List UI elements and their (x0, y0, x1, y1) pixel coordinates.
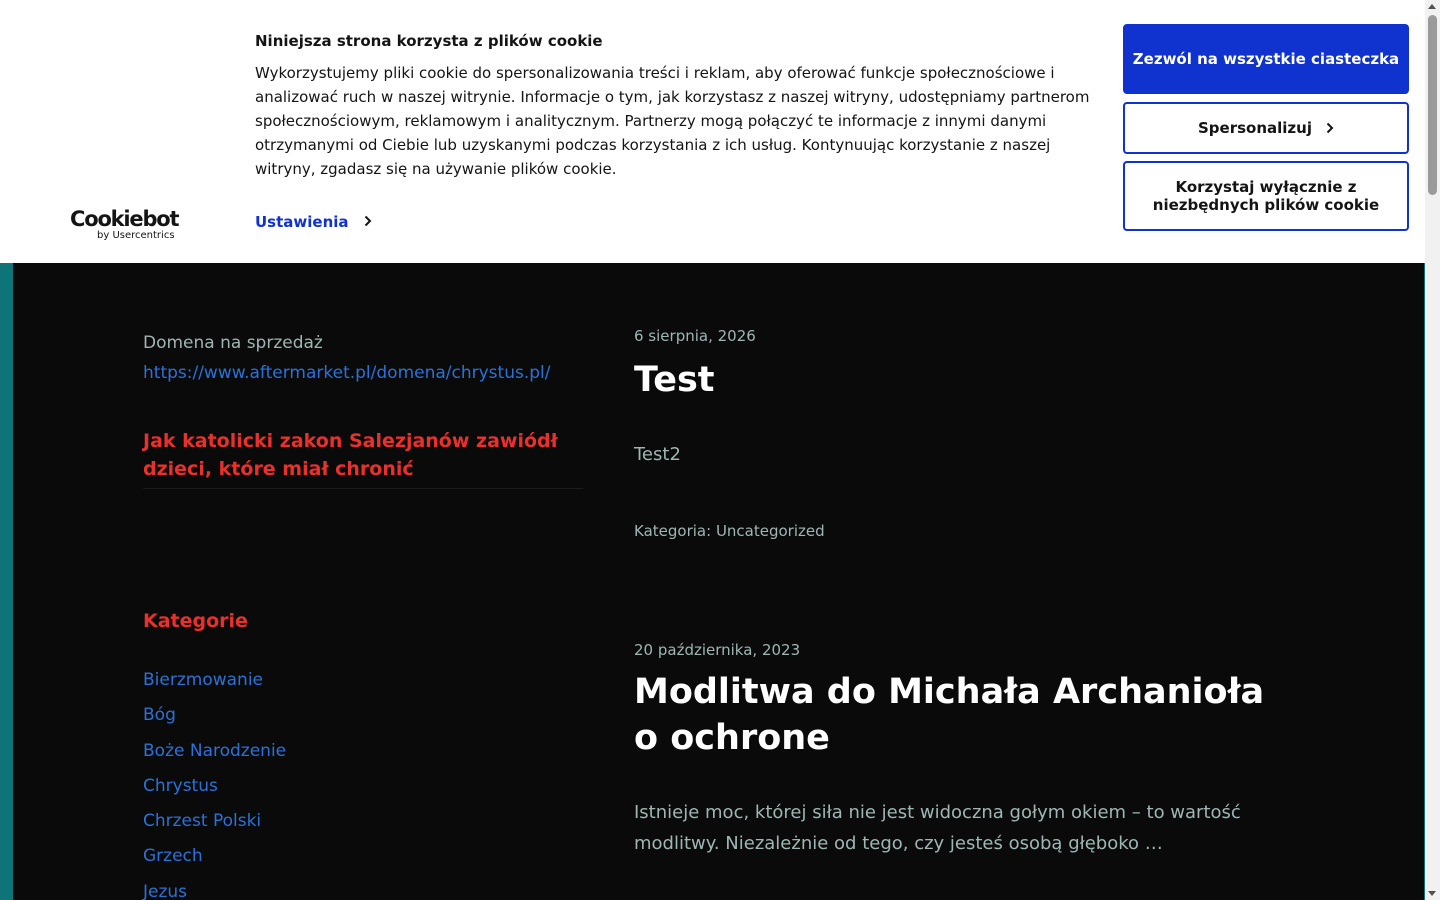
categories-heading: Kategorie (143, 610, 248, 632)
chevron-right-icon (364, 215, 372, 227)
category-link-boze-narodzenie[interactable]: Boże Narodzenie (143, 740, 287, 761)
cookie-settings-label: Ustawienia (255, 213, 349, 231)
scroll-down-arrow-icon[interactable] (1428, 891, 1436, 896)
necessary-only-label: Korzystaj wyłącznie z niezbędnych plików cookie (1152, 178, 1380, 214)
allow-all-label: Zezwól na wszystkie ciasteczka (1132, 50, 1400, 68)
cookiebot-logo (70, 207, 179, 241)
category-link-chrystus[interactable]: Chrystus (143, 775, 218, 796)
post-category-meta (634, 522, 1294, 540)
post-date[interactable]: 6 sierpnia, 2026 (634, 327, 756, 345)
post-card (634, 641, 1294, 859)
necessary-cookies-only-button[interactable] (1123, 161, 1409, 231)
scroll-up-arrow-icon[interactable] (1428, 4, 1436, 9)
category-link-jezus[interactable]: Jezus (143, 881, 188, 900)
customize-cookies-button[interactable] (1123, 102, 1409, 154)
cookiebot-logo-text: Cookiebot (70, 207, 179, 231)
customize-label: Spersonalizuj (1198, 119, 1312, 137)
chevron-right-icon (1326, 122, 1334, 134)
cookie-banner-text: Wykorzystujemy pliki cookie do spersonalizowania treści i reklam, aby oferować funkcje społecznościowe i analizować ruch w naszej witrynie. Informacje o tym, jak korzystasz z naszej witryny, udostępniamy partnerom społecznościowym, reklamowym i analitycznym. Partnerzy mogą połączyć te informacje z innymi danymi otrzymanymi od Ciebie lub uzyskanymi podczas korzystania z ich usług. Kontynuując korzystanie z naszej witryny, zgadasz się na używanie plików cookie. (255, 64, 1090, 178)
divider (143, 488, 583, 489)
category-link-bierzmowanie[interactable]: Bierzmowanie (143, 670, 263, 690)
domain-sale-text: Domena na sprzedaż (143, 333, 323, 353)
cookiebot-logo-subtext: by Usercentrics (97, 230, 175, 241)
post-excerpt: Test2 (634, 444, 681, 465)
allow-all-cookies-button[interactable] (1123, 24, 1409, 94)
post-category-link[interactable]: Uncategorized (715, 522, 825, 540)
vertical-scrollbar[interactable] (1425, 0, 1440, 900)
post-card (634, 327, 1294, 540)
category-link-bog[interactable]: Bóg (143, 705, 176, 726)
cookie-consent-banner (0, 0, 1425, 263)
categories-list (143, 664, 286, 900)
domain-sale-link[interactable]: https://www.aftermarket.pl/domena/chrystus.pl/ (143, 363, 551, 383)
featured-article-link[interactable]: Jak katolicki zakon Salezjanów zawiódł dzieci, które miał chronić (143, 430, 558, 480)
post-title[interactable]: Test (634, 360, 715, 400)
category-link-grzech[interactable]: Grzech (143, 846, 203, 867)
domain-sale-widget (143, 328, 551, 388)
cookie-settings-link[interactable] (255, 213, 372, 231)
post-excerpt: Istnieje moc, której siła nie jest widoczna gołym okiem – to wartość modlitwy. Niezależnie od tego, czy jesteś osobą głęboko … (634, 802, 1241, 854)
cookie-banner-title: Niniejsza strona korzysta z plików cookie (255, 32, 603, 50)
post-title[interactable]: Modlitwa do Michała Archanioła o ochrone (634, 672, 1265, 758)
category-link-chrzest-polski[interactable]: Chrzest Polski (143, 811, 262, 832)
post-date[interactable]: 20 października, 2023 (634, 641, 801, 659)
scrollbar-thumb[interactable] (1428, 15, 1437, 195)
post-category-label: Kategoria: (634, 522, 712, 540)
